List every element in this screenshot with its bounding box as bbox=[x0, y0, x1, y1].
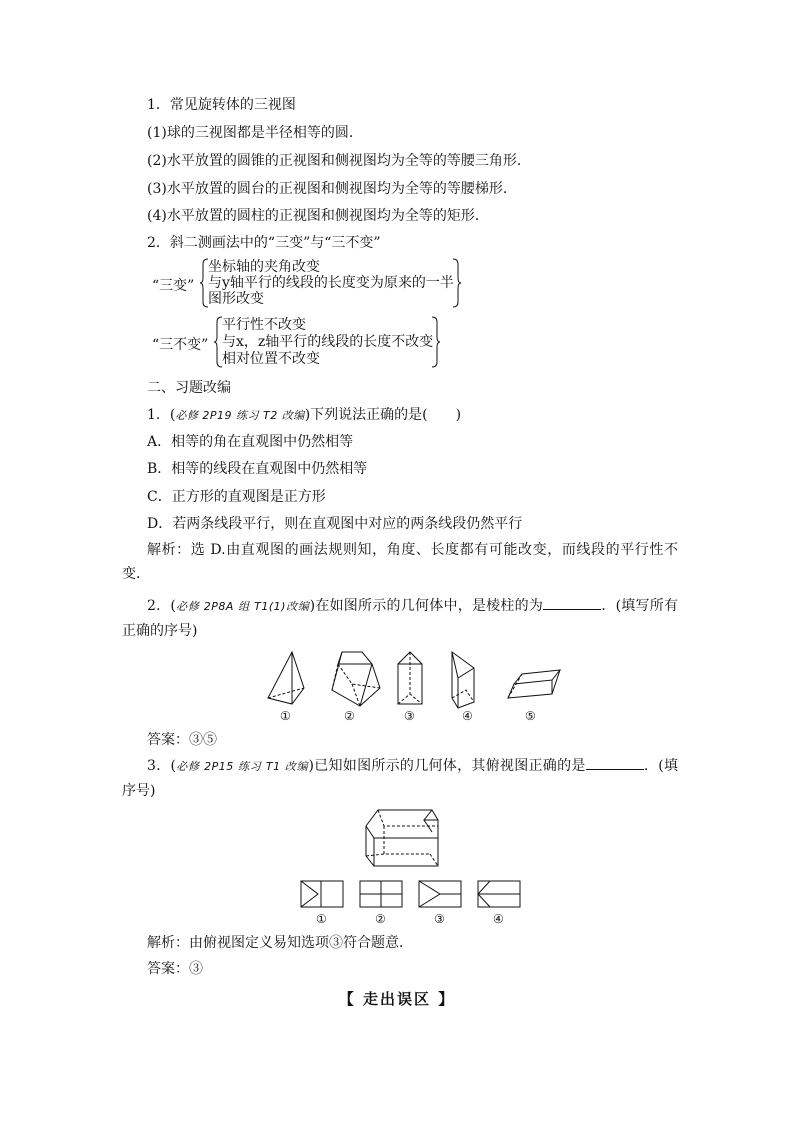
nochange-right-brace bbox=[431, 316, 441, 368]
nochange-label: “三不变” bbox=[152, 337, 209, 353]
q2-stem: 2．(必修 2P8A 组 T1(1)改编)在如图所示的几何体中，是棱柱的为 ．(填写所有正确的序号) bbox=[122, 594, 678, 643]
q1-analysis: 解析：选 D.由直观图的画法规则知，角度、长度都有可能改变，而线段的平行性不变． bbox=[122, 542, 678, 582]
q3-label-4: ④ bbox=[493, 912, 504, 926]
q3-option-4-shape bbox=[478, 881, 520, 907]
change-item-3: 图形改变 bbox=[208, 291, 264, 307]
nochange-item-3: 相对位置不改变 bbox=[222, 351, 320, 367]
q1-option-d: D．若两条线段平行，则在直观图中对应的两条线段仍然平行 bbox=[147, 516, 523, 532]
q3-option-1-shape bbox=[301, 881, 343, 907]
q3-label-2: ② bbox=[375, 912, 386, 926]
q2-answer: 答案：③⑤ bbox=[147, 732, 217, 748]
q1-stem: 1．(必修 2P19 练习 T2 改编)下列说法正确的是( ) bbox=[147, 407, 462, 423]
q2-label-5: ⑤ bbox=[525, 709, 536, 723]
q3-solid-figure bbox=[364, 808, 444, 870]
q3-answer: 答案：③ bbox=[147, 961, 203, 977]
triangular-prism-shape bbox=[398, 652, 422, 704]
q2-answer-blank bbox=[543, 595, 601, 610]
q3-source: 必修 2P15 练习 T1 改编 bbox=[175, 760, 309, 773]
q3-answer-blank bbox=[586, 755, 644, 770]
q2-label-3: ③ bbox=[404, 709, 415, 723]
q1-option-c: C．正方形的直观图是正方形 bbox=[147, 489, 326, 505]
change-item-2: 与y轴平行的线段的长度变为原来的一半 bbox=[208, 275, 454, 291]
change-label: “三变” bbox=[152, 278, 195, 294]
q2-source: 必修 2P8A 组 T1(1)改编 bbox=[175, 600, 310, 613]
section2-title: 2．斜二测画法中的“三变”与“三不变” bbox=[147, 235, 381, 251]
frustum-shape bbox=[332, 652, 380, 706]
section1-item-1: (1)球的三视图都是半径相等的圆． bbox=[147, 125, 363, 141]
q3-label-1: ① bbox=[316, 912, 327, 926]
q1-source: 必修 2P19 练习 T2 改编 bbox=[175, 409, 305, 422]
q2-label-1: ① bbox=[280, 709, 291, 723]
nochange-item-2: 与x，z轴平行的线段的长度不改变 bbox=[222, 334, 434, 350]
q1-option-a: A．相等的角在直观图中仍然相等 bbox=[147, 434, 354, 450]
q3-option-3-shape bbox=[419, 881, 461, 907]
q3-analysis: 解析：由俯视图定义易知选项③符合题意． bbox=[147, 935, 413, 951]
change-right-brace bbox=[452, 258, 462, 308]
q2-figure bbox=[262, 650, 562, 722]
pyramid-shape bbox=[268, 652, 304, 704]
section-heading: 【 走出误区 】 bbox=[338, 990, 456, 1008]
quadrilateral-prism-shape bbox=[452, 652, 474, 708]
q3-stem: 3．(必修 2P15 练习 T1 改编)已知如图所示的几何体，其俯视图正确的是 ．(填序号) bbox=[122, 754, 678, 803]
section1-item-3: (3)水平放置的圆台的正视图和侧视图均为全等的等腰梯形． bbox=[147, 181, 517, 197]
nochange-item-1: 平行性不改变 bbox=[222, 317, 306, 333]
section1-item-2: (2)水平放置的圆锥的正视图和侧视图均为全等的等腰三角形． bbox=[147, 153, 531, 169]
q3-option-2-shape bbox=[360, 881, 402, 907]
q3-label-3: ③ bbox=[434, 912, 445, 926]
section1-title: 1．常见旋转体的三视图 bbox=[147, 97, 296, 113]
change-item-1: 坐标轴的夹角改变 bbox=[208, 259, 320, 275]
section1-item-4: (4)水平放置的圆柱的正视图和侧视图均为全等的矩形． bbox=[147, 208, 489, 224]
lying-prism-shape bbox=[508, 670, 560, 698]
part2-title: 二、习题改编 bbox=[147, 380, 231, 396]
q1-option-b: B．相等的线段在直观图中仍然相等 bbox=[147, 461, 368, 477]
q2-label-2: ② bbox=[344, 709, 355, 723]
q3-options-figure bbox=[300, 880, 522, 928]
q2-label-4: ④ bbox=[462, 709, 473, 723]
